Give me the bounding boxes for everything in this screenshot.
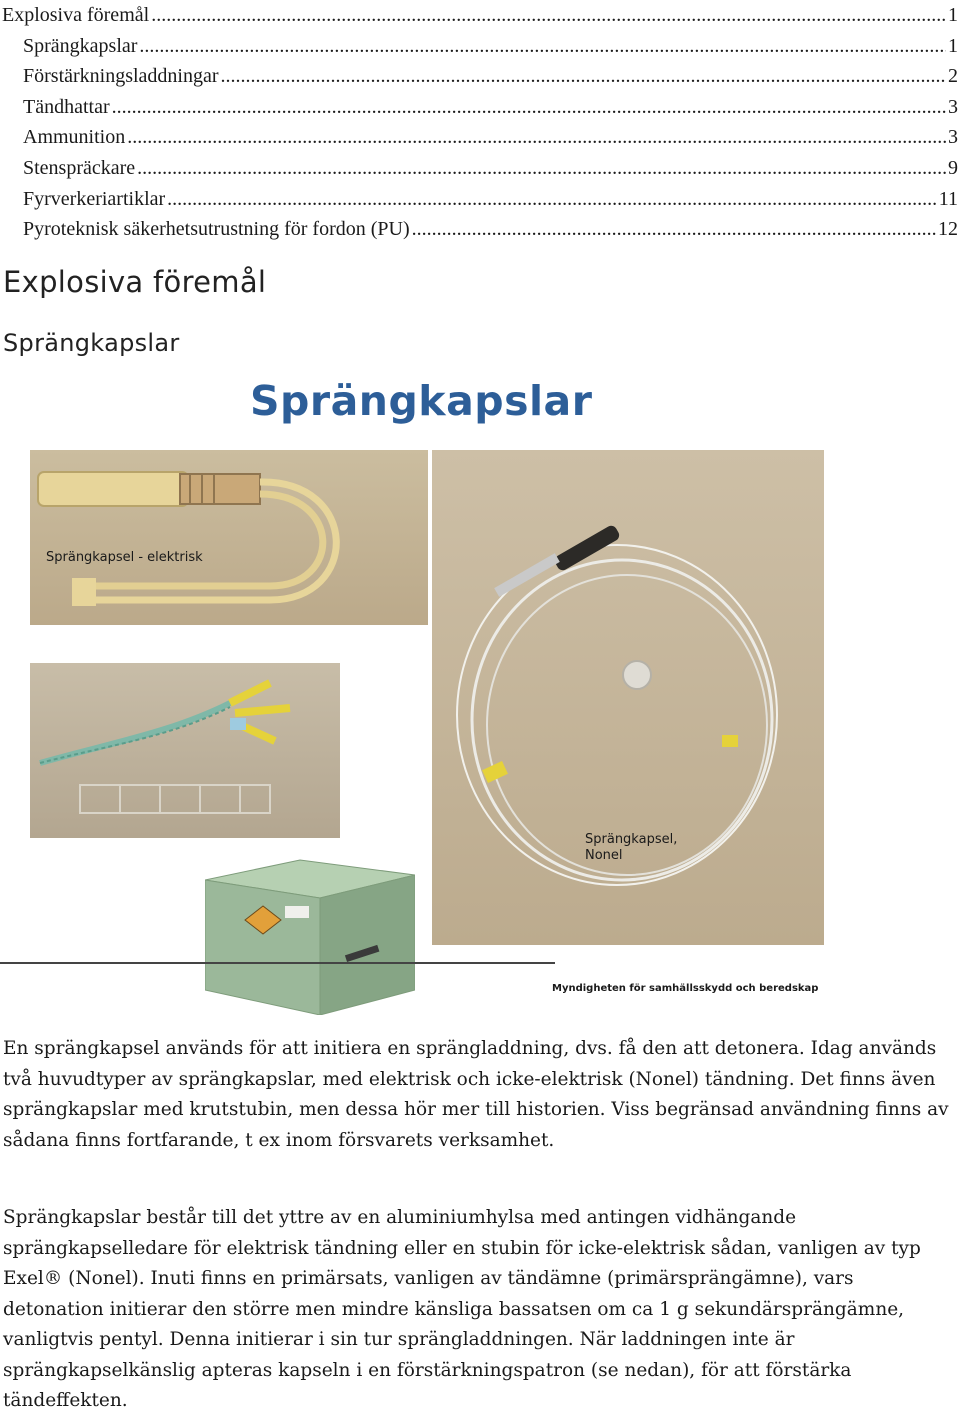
toc-entry-label: Förstärkningsladdningar (23, 65, 219, 88)
toc-entry[interactable] (0, 61, 960, 92)
electric-detonator-illustration (30, 450, 428, 625)
toc-entry-page: 3 (948, 126, 958, 149)
toc-leader-dots (137, 153, 946, 184)
toc-entry-page: 9 (948, 156, 958, 179)
toc-entry-page: 2 (948, 65, 958, 88)
toc-entry-page: 1 (948, 4, 958, 26)
subsection-heading: Sprängkapslar (3, 329, 180, 357)
toc-leader-dots (221, 61, 946, 92)
toc-entry[interactable] (0, 153, 960, 184)
toc-entry-page: 1 (948, 34, 958, 57)
section-heading: Explosiva föremål (3, 265, 267, 299)
toc-entry-label: Sprängkapslar (23, 34, 138, 57)
toc-entry-page: 3 (948, 95, 958, 118)
nonel-bundle-photo (30, 663, 340, 838)
figure-divider (0, 962, 555, 964)
figure-watermark: Myndigheten för samhällsskydd och beredskap (552, 983, 819, 994)
electric-detonator-photo (30, 450, 428, 625)
toc-entry-label: Explosiva föremål (2, 4, 150, 26)
toc-entry[interactable] (0, 31, 960, 62)
toc-leader-dots (412, 214, 936, 245)
body-paragraph-2: Sprängkapslar består till det yttre av en aluminiumhylsa med antingen vidhängande sprängkapselledare för elektrisk tändning eller en stubin för icke-elektrisk sådan, vanligen av typ Exel® (Nonel). Inuti finns en primärsats, vanligen av tändämne (primärsprängämne), vars detonation initierar den större men mindre känsliga bassatsen om ca 1 g sekundärsprängämne, vanligtvis pentyl. Denna initierar i sin tur sprängladdningen. När laddningen inte är sprängkapselkänslig apteras kapseln i en förstärkningspatron (se nedan), för att förstärka tändeffekten. (3, 1207, 921, 1411)
toc-entry-page: 12 (938, 218, 958, 241)
toc-entry-label: Ammunition (23, 126, 126, 149)
toc-entry[interactable] (0, 184, 960, 215)
toc-leader-dots (139, 31, 946, 62)
toc-entry-label: Fyrverkeriartiklar (23, 187, 166, 210)
toc-entry[interactable] (0, 122, 960, 153)
toc-leader-dots (127, 122, 946, 153)
body-paragraph-1: En sprängkapsel används för att initiera en sprängladdning, dvs. få den att detonera. Idag används två huvudtyper av sprängkapslar, med elektrisk och icke-elektrisk (Nonel) tändning. Det finns även sprängkapslar med krutstubin, men dessa hör mer till historien. Viss begränsad användning finns av sådana finns fortfarande, t ex inom försvarets verksamhet. (3, 1038, 949, 1151)
electric-detonator-caption: Sprängkapsel - elektrisk (46, 550, 203, 565)
nonel-bundle-illustration (30, 663, 340, 838)
nonel-detonator-photo (432, 450, 824, 945)
toc-entry-page: 11 (938, 187, 958, 210)
toc-entry[interactable] (0, 92, 960, 123)
nonel-detonator-illustration (432, 450, 824, 945)
toc-entry-label: Tändhattar (23, 95, 110, 118)
detonator-box-illustration (205, 840, 415, 1015)
toc-leader-dots (151, 0, 946, 31)
toc-entry-label: Stenspräckare (23, 156, 136, 179)
figure-title: Sprängkapslar (250, 377, 593, 425)
toc-entry-label: Pyroteknisk säkerhetsutrustning för fordon (PU) (23, 218, 410, 241)
toc-leader-dots (112, 92, 946, 123)
toc-entry[interactable] (0, 214, 960, 245)
detonator-figure (0, 365, 830, 1025)
nonel-caption-line-1: Sprängkapsel, (585, 832, 678, 847)
toc-leader-dots (167, 184, 937, 215)
toc-entry[interactable] (0, 0, 960, 31)
nonel-caption-line-2: Nonel (585, 848, 623, 863)
nonel-detonator-caption (585, 832, 677, 864)
table-of-contents (0, 0, 960, 245)
